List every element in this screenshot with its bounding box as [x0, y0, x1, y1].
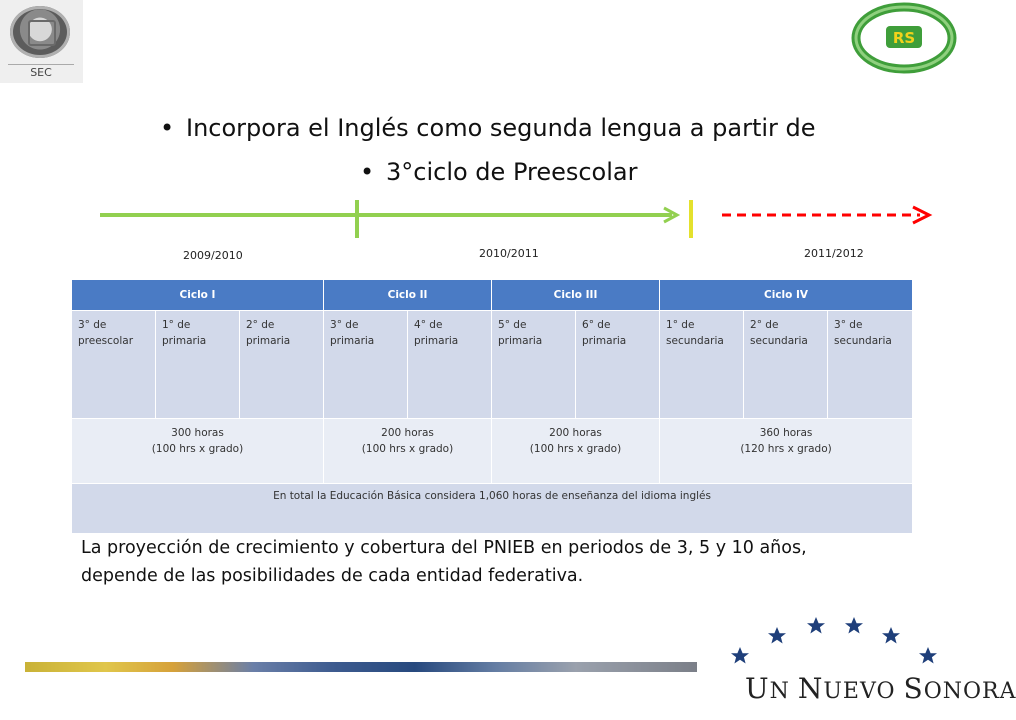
- hours-detail: (120 hrs x grado): [740, 443, 832, 456]
- bullet-english-second-language: [160, 114, 816, 142]
- footer-color-stripe: [25, 662, 697, 672]
- year-label-2009: 2009/2010: [183, 249, 243, 262]
- un-nuevo-sonora-brand: UN NUEVO SONORA: [745, 672, 1016, 705]
- grade-cell: 2° de secundaria: [744, 311, 828, 419]
- grade-cell: 1° de primaria: [156, 311, 240, 419]
- hours-total: 200 horas: [381, 427, 434, 439]
- sec-label: SEC: [8, 64, 74, 79]
- grade-cell: 3° de primaria: [324, 311, 408, 419]
- year-label-2011: 2011/2012: [804, 247, 864, 260]
- table-row-grades: [72, 311, 913, 419]
- table-header-row: [72, 280, 913, 311]
- grade-cell: 2° de primaria: [240, 311, 324, 419]
- hours-total: 360 horas: [759, 427, 813, 439]
- hours-detail: (100 hrs x grado): [361, 443, 454, 456]
- cycles-table: [71, 279, 913, 534]
- hours-detail: (100 hrs x grado): [151, 443, 244, 456]
- table-row-hours: [72, 419, 913, 484]
- year-label-2010: 2010/2011: [479, 247, 539, 260]
- hours-total: 200 horas: [549, 427, 602, 439]
- hours-cell-ciclo-4: [660, 419, 913, 484]
- hours-detail: (100 hrs x grado): [529, 443, 622, 456]
- projection-paragraph: [81, 534, 921, 590]
- grade-cell: 3° de secundaria: [828, 311, 913, 419]
- total-note-cell: En total la Educación Básica considera 1,060 horas de enseñanza del idioma inglés: [72, 484, 913, 534]
- header-cell-ciclo-2: Ciclo II: [324, 280, 492, 311]
- hours-cell-ciclo-2: [324, 419, 492, 484]
- hours-cell-ciclo-3: [492, 419, 660, 484]
- sec-seal-icon: [10, 6, 70, 58]
- paragraph-line-1: La proyección de crecimiento y cobertura del PNIEB en periodos de 3, 5 y 10 años,: [81, 538, 807, 558]
- timeline-red-arrowhead-icon: [913, 207, 929, 223]
- timeline-arrows: [0, 195, 960, 245]
- grade-cell: 1° de secundaria: [660, 311, 744, 419]
- grade-cell: 3° de preescolar: [72, 311, 156, 419]
- bullet-text-1: Incorpora el Inglés como segunda lengua a partir de: [186, 114, 816, 142]
- table-row-total: [72, 484, 913, 534]
- grade-cell: 6° de primaria: [576, 311, 660, 419]
- header-cell-ciclo-1: Ciclo I: [72, 280, 324, 311]
- paragraph-line-2: depende de las posibilidades de cada entidad federativa.: [81, 566, 584, 586]
- bullet-preschool-cycle: [360, 158, 637, 186]
- bullet-text-2: 3°ciclo de Preescolar: [386, 158, 638, 186]
- grade-cell: 4° de primaria: [408, 311, 492, 419]
- hours-total: 300 horas: [171, 427, 224, 439]
- grade-cell: 5° de primaria: [492, 311, 576, 419]
- rs-logo-text: RS: [892, 29, 916, 47]
- bullet-dot-icon: •: [160, 114, 175, 142]
- sec-logo: [0, 0, 83, 83]
- header-cell-ciclo-4: Ciclo IV: [660, 280, 913, 311]
- hours-cell-ciclo-1: [72, 419, 324, 484]
- bullet-dot-icon: •: [360, 158, 375, 186]
- rs-logo-icon: [852, 0, 956, 76]
- header-cell-ciclo-3: Ciclo III: [492, 280, 660, 311]
